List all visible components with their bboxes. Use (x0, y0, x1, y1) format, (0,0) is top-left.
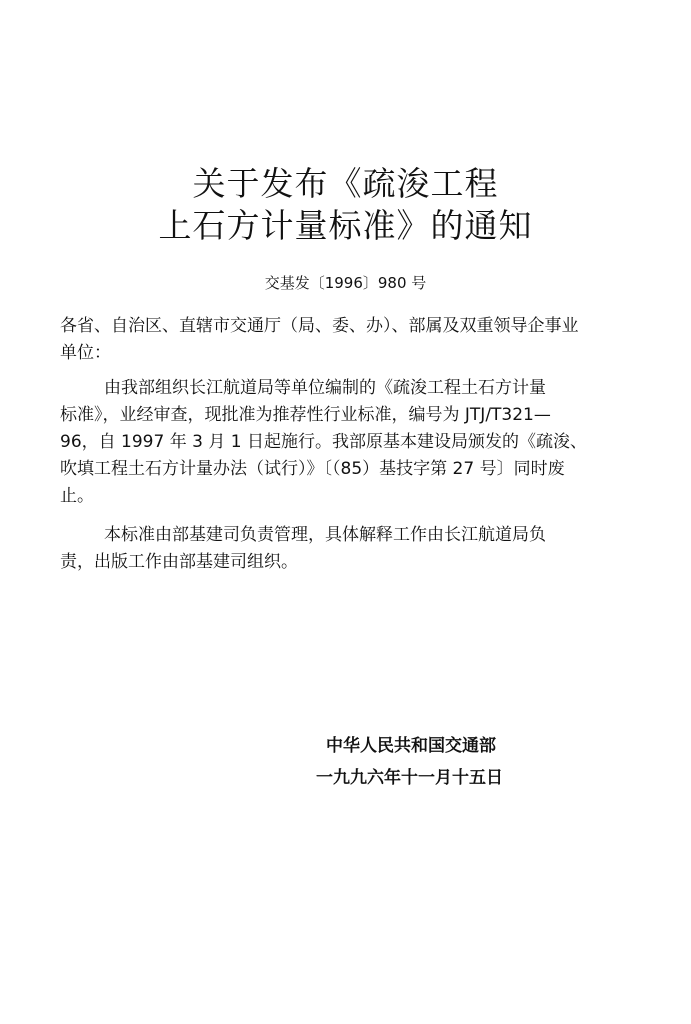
paragraph-1-line-3: 96，自 1997 年 3 月 1 日起施行。我部原基本建设局颁发的《疏浚、 (60, 432, 587, 452)
document-title-line-2: 上石方计量标准》的通知 (158, 206, 533, 245)
paragraph-1-line-2: 标准》，业经审查，现批准为推荐性行业标准，编号为 JTJ/T321— (60, 405, 551, 425)
paragraph-1-line-5: 止。 (60, 486, 94, 506)
paragraph-1-line-1: 由我部组织长江航道局等单位编制的《疏浚工程土石方计量 (104, 378, 546, 398)
document-title-line-1: 关于发布《疏浚工程 (192, 164, 499, 203)
signature-organization: 中华人民共和国交通部 (326, 736, 496, 756)
document-body (60, 313, 620, 613)
paragraph-2-line-1: 本标准由部基建司负责管理，具体解释工作由长江航道局负 (104, 525, 546, 545)
addressee-line-2: 单位： (60, 343, 111, 363)
addressee-line-1: 各省、自治区、直辖市交通厅（局、委、办）、部属及双重领导企事业 (60, 316, 579, 336)
paragraph-2-line-2: 责，出版工作由部基建司组织。 (60, 552, 298, 572)
signature-date: 一九九六年十一月十五日 (316, 768, 503, 788)
document-number: 交基发〔1996〕980 号 (264, 274, 427, 292)
paragraph-1-line-4: 吹填工程土石方计量办法（试行）》〔（85）基技字第 27 号〕同时废 (60, 459, 565, 479)
